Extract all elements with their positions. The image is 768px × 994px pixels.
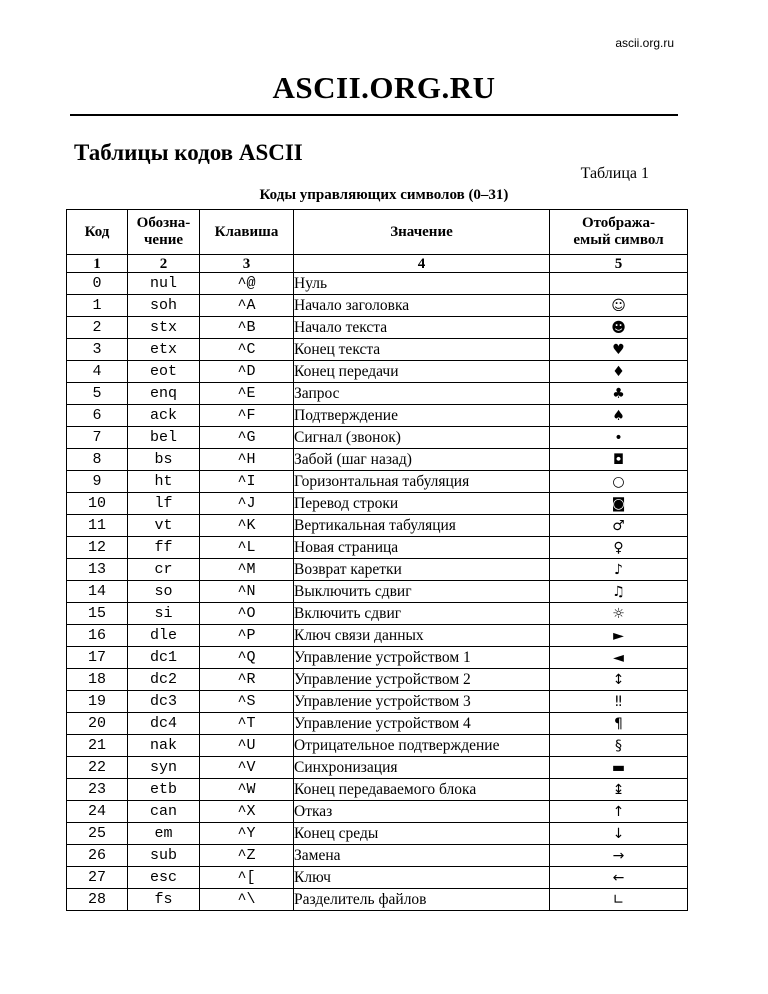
symbol-cell: ☻	[550, 317, 688, 339]
key-cell: ^O	[200, 603, 294, 625]
meaning-cell: Возврат каретки	[294, 559, 550, 581]
meaning-cell: Разделитель файлов	[294, 889, 550, 911]
key-cell: ^E	[200, 383, 294, 405]
code-cell: 14	[67, 581, 128, 603]
symbol-cell: ↑	[550, 801, 688, 823]
key-cell: ^F	[200, 405, 294, 427]
table-row	[67, 823, 688, 845]
abbreviation-cell: dc4	[128, 713, 200, 735]
table-row	[67, 273, 688, 295]
meaning-cell: Замена	[294, 845, 550, 867]
meaning-cell: Запрос	[294, 383, 550, 405]
meaning-cell: Управление устройством 3	[294, 691, 550, 713]
abbreviation-cell: etx	[128, 339, 200, 361]
code-cell: 27	[67, 867, 128, 889]
column-number: 3	[200, 255, 294, 273]
table-row	[67, 449, 688, 471]
column-header-code: Код	[67, 210, 128, 255]
abbreviation-cell: esc	[128, 867, 200, 889]
abbreviation-cell: stx	[128, 317, 200, 339]
meaning-cell: Управление устройством 1	[294, 647, 550, 669]
table-row	[67, 295, 688, 317]
abbreviation-cell: lf	[128, 493, 200, 515]
table-row	[67, 845, 688, 867]
meaning-cell: Конец текста	[294, 339, 550, 361]
column-number: 2	[128, 255, 200, 273]
code-cell: 0	[67, 273, 128, 295]
abbreviation-cell: vt	[128, 515, 200, 537]
key-cell: ^X	[200, 801, 294, 823]
key-cell: ^Q	[200, 647, 294, 669]
column-number: 4	[294, 255, 550, 273]
column-header-meaning: Значение	[294, 210, 550, 255]
abbreviation-cell: dc1	[128, 647, 200, 669]
table-row	[67, 669, 688, 691]
column-header-abbr: Обозна- чение	[128, 210, 200, 255]
key-cell: ^[	[200, 867, 294, 889]
symbol-cell: ♀	[550, 537, 688, 559]
table-row	[67, 757, 688, 779]
code-cell: 9	[67, 471, 128, 493]
table-row	[67, 691, 688, 713]
code-cell: 3	[67, 339, 128, 361]
column-number: 5	[550, 255, 688, 273]
meaning-cell: Перевод строки	[294, 493, 550, 515]
symbol-cell: ♠	[550, 405, 688, 427]
meaning-cell: Конец передачи	[294, 361, 550, 383]
symbol-cell: ◙	[550, 493, 688, 515]
abbreviation-cell: syn	[128, 757, 200, 779]
code-cell: 26	[67, 845, 128, 867]
table-row	[67, 361, 688, 383]
code-cell: 23	[67, 779, 128, 801]
symbol-cell: ↓	[550, 823, 688, 845]
key-cell: ^H	[200, 449, 294, 471]
table-row	[67, 713, 688, 735]
abbreviation-cell: fs	[128, 889, 200, 911]
table-row	[67, 559, 688, 581]
meaning-cell: Отказ	[294, 801, 550, 823]
code-cell: 5	[67, 383, 128, 405]
abbreviation-cell: dc2	[128, 669, 200, 691]
key-cell: ^Y	[200, 823, 294, 845]
table-row	[67, 647, 688, 669]
key-cell: ^W	[200, 779, 294, 801]
column-number: 1	[67, 255, 128, 273]
column-number-row	[67, 255, 688, 273]
table-row	[67, 405, 688, 427]
code-cell: 19	[67, 691, 128, 713]
title-rule	[70, 114, 678, 116]
table-row	[67, 383, 688, 405]
key-cell: ^L	[200, 537, 294, 559]
key-cell: ^R	[200, 669, 294, 691]
code-cell: 1	[67, 295, 128, 317]
key-cell: ^J	[200, 493, 294, 515]
key-cell: ^U	[200, 735, 294, 757]
column-header-symbol: Отобража- емый символ	[550, 210, 688, 255]
abbreviation-cell: em	[128, 823, 200, 845]
abbreviation-cell: si	[128, 603, 200, 625]
symbol-cell: ♦	[550, 361, 688, 383]
code-cell: 21	[67, 735, 128, 757]
table-row	[67, 625, 688, 647]
code-cell: 8	[67, 449, 128, 471]
symbol-cell: ←	[550, 867, 688, 889]
code-cell: 13	[67, 559, 128, 581]
key-cell: ^Z	[200, 845, 294, 867]
table-row	[67, 779, 688, 801]
meaning-cell: Забой (шаг назад)	[294, 449, 550, 471]
key-cell: ^B	[200, 317, 294, 339]
table-row	[67, 735, 688, 757]
code-cell: 12	[67, 537, 128, 559]
ascii-control-codes-table	[66, 209, 688, 911]
meaning-cell: Начало заголовка	[294, 295, 550, 317]
symbol-cell: ♂	[550, 515, 688, 537]
site-title: ASCII.ORG.RU	[272, 70, 496, 105]
table-label: Таблица 1	[580, 165, 649, 182]
table-row	[67, 801, 688, 823]
table-caption: Коды управляющих символов (0–31)	[259, 187, 509, 203]
table-row	[67, 427, 688, 449]
code-cell: 20	[67, 713, 128, 735]
key-cell: ^C	[200, 339, 294, 361]
meaning-cell: Управление устройством 2	[294, 669, 550, 691]
code-cell: 28	[67, 889, 128, 911]
abbreviation-cell: sub	[128, 845, 200, 867]
abbreviation-cell: bs	[128, 449, 200, 471]
meaning-cell: Вертикальная табуляция	[294, 515, 550, 537]
key-cell: ^V	[200, 757, 294, 779]
column-header-key: Клавиша	[200, 210, 294, 255]
site-url: ascii.org.ru	[615, 36, 674, 50]
table-row	[67, 867, 688, 889]
code-cell: 16	[67, 625, 128, 647]
key-cell: ^G	[200, 427, 294, 449]
meaning-cell: Синхронизация	[294, 757, 550, 779]
code-cell: 2	[67, 317, 128, 339]
abbreviation-cell: nak	[128, 735, 200, 757]
abbreviation-cell: dle	[128, 625, 200, 647]
symbol-cell: ♣	[550, 383, 688, 405]
meaning-cell: Отрицательное подтверждение	[294, 735, 550, 757]
code-cell: 24	[67, 801, 128, 823]
symbol-cell: ►	[550, 625, 688, 647]
symbol-cell: →	[550, 845, 688, 867]
symbol-cell: ▬	[550, 757, 688, 779]
symbol-cell: ☼	[550, 603, 688, 625]
meaning-cell: Горизонтальная табуляция	[294, 471, 550, 493]
symbol-cell: ‼	[550, 691, 688, 713]
meaning-cell: Нуль	[294, 273, 550, 295]
abbreviation-cell: soh	[128, 295, 200, 317]
symbol-cell: ♫	[550, 581, 688, 603]
abbreviation-cell: eot	[128, 361, 200, 383]
abbreviation-cell: cr	[128, 559, 200, 581]
code-cell: 6	[67, 405, 128, 427]
abbreviation-cell: can	[128, 801, 200, 823]
meaning-cell: Выключить сдвиг	[294, 581, 550, 603]
meaning-cell: Управление устройством 4	[294, 713, 550, 735]
code-cell: 11	[67, 515, 128, 537]
key-cell: ^\	[200, 889, 294, 911]
meaning-cell: Включить сдвиг	[294, 603, 550, 625]
key-cell: ^P	[200, 625, 294, 647]
key-cell: ^M	[200, 559, 294, 581]
table-row	[67, 493, 688, 515]
key-cell: ^T	[200, 713, 294, 735]
code-cell: 4	[67, 361, 128, 383]
key-cell: ^I	[200, 471, 294, 493]
code-cell: 15	[67, 603, 128, 625]
table-row	[67, 889, 688, 911]
meaning-cell: Сигнал (звонок)	[294, 427, 550, 449]
table-body	[67, 273, 688, 911]
symbol-cell: ♥	[550, 339, 688, 361]
code-cell: 7	[67, 427, 128, 449]
symbol-cell: ↕	[550, 669, 688, 691]
key-cell: ^@	[200, 273, 294, 295]
meaning-cell: Ключ	[294, 867, 550, 889]
abbreviation-cell: etb	[128, 779, 200, 801]
meaning-cell: Конец передаваемого блока	[294, 779, 550, 801]
meaning-cell: Новая страница	[294, 537, 550, 559]
symbol-cell: §	[550, 735, 688, 757]
abbreviation-cell: so	[128, 581, 200, 603]
symbol-cell: •	[550, 427, 688, 449]
table-row	[67, 317, 688, 339]
abbreviation-cell: bel	[128, 427, 200, 449]
abbreviation-cell: nul	[128, 273, 200, 295]
symbol-cell: ◄	[550, 647, 688, 669]
symbol-cell: ♪	[550, 559, 688, 581]
key-cell: ^K	[200, 515, 294, 537]
abbreviation-cell: enq	[128, 383, 200, 405]
meaning-cell: Начало текста	[294, 317, 550, 339]
symbol-cell: ☺	[550, 295, 688, 317]
key-cell: ^S	[200, 691, 294, 713]
symbol-cell: ◘	[550, 449, 688, 471]
table-row	[67, 581, 688, 603]
page-title: Таблицы кодов ASCII	[74, 140, 303, 165]
table-row	[67, 537, 688, 559]
symbol-cell	[550, 273, 688, 295]
meaning-cell: Подтверждение	[294, 405, 550, 427]
key-cell: ^N	[200, 581, 294, 603]
table-row	[67, 471, 688, 493]
table-row	[67, 603, 688, 625]
key-cell: ^A	[200, 295, 294, 317]
symbol-cell: ↨	[550, 779, 688, 801]
symbol-cell: ∟	[550, 889, 688, 911]
code-cell: 22	[67, 757, 128, 779]
table-row	[67, 339, 688, 361]
key-cell: ^D	[200, 361, 294, 383]
code-cell: 17	[67, 647, 128, 669]
abbreviation-cell: ht	[128, 471, 200, 493]
table-header-row	[67, 210, 688, 255]
code-cell: 25	[67, 823, 128, 845]
code-cell: 18	[67, 669, 128, 691]
abbreviation-cell: dc3	[128, 691, 200, 713]
meaning-cell: Конец среды	[294, 823, 550, 845]
symbol-cell: ○	[550, 471, 688, 493]
abbreviation-cell: ack	[128, 405, 200, 427]
symbol-cell: ¶	[550, 713, 688, 735]
table-row	[67, 515, 688, 537]
code-cell: 10	[67, 493, 128, 515]
abbreviation-cell: ff	[128, 537, 200, 559]
meaning-cell: Ключ связи данных	[294, 625, 550, 647]
